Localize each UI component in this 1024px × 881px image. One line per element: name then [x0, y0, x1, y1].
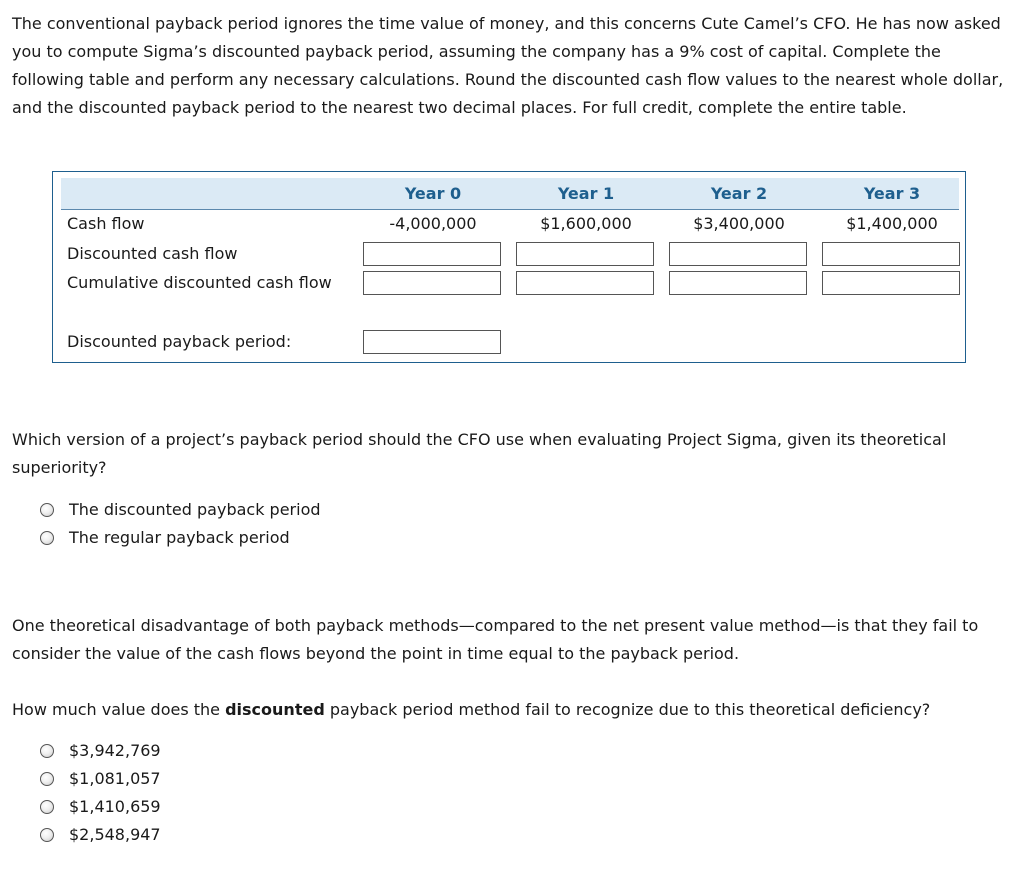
radio-button-icon[interactable] — [40, 531, 54, 545]
option-value-3[interactable] — [40, 793, 161, 821]
option-label: $1,410,659 — [69, 797, 161, 816]
cumulative-cash-flow-year-1-input[interactable] — [516, 271, 654, 295]
header-year-1: Year 1 — [557, 184, 615, 203]
payback-period-input[interactable] — [363, 330, 501, 354]
radio-button-icon[interactable] — [40, 503, 54, 517]
radio-button-icon[interactable] — [40, 800, 54, 814]
radio-button-icon[interactable] — [40, 772, 54, 786]
option-value-4[interactable] — [40, 821, 161, 849]
option-label: $1,081,057 — [69, 769, 161, 788]
discounted-payback-table — [52, 171, 966, 363]
cumulative-cash-flow-year-2-input[interactable] — [669, 271, 807, 295]
discounted-cash-flow-year-3-input[interactable] — [822, 242, 960, 266]
disadvantage-paragraph: One theoretical disadvantage of both payback methods—compared to the net present value method—is that they fail to consider the value of the cash flows beyond the point in time equal to the payback period. — [12, 616, 979, 663]
option-value-1[interactable] — [40, 737, 161, 765]
discounted-cash-flow-year-2-input[interactable] — [669, 242, 807, 266]
radio-button-icon[interactable] — [40, 828, 54, 842]
table-header-row — [61, 178, 959, 210]
payback-period-label: Discounted payback period: — [67, 332, 292, 351]
option-discounted-payback[interactable] — [40, 496, 321, 524]
header-year-3: Year 3 — [863, 184, 921, 203]
option-value-2[interactable] — [40, 765, 161, 793]
header-year-2: Year 2 — [710, 184, 768, 203]
discounted-cash-flow-year-0-input[interactable] — [363, 242, 501, 266]
option-regular-payback[interactable] — [40, 524, 321, 552]
payback-version-options — [40, 496, 321, 552]
cumulative-cash-flow-year-0-input[interactable] — [363, 271, 501, 295]
cumulative-cash-flow-year-3-input[interactable] — [822, 271, 960, 295]
option-label: $3,942,769 — [69, 741, 161, 760]
option-label: The regular payback period — [69, 528, 290, 547]
question-text-bold: discounted — [225, 700, 325, 719]
cash-flow-label: Cash flow — [67, 214, 145, 233]
question-payback-version: Which version of a project’s payback period should the CFO use when evaluating Project Sigma, given its theoretical superiority? — [12, 430, 947, 477]
cumulative-discounted-cash-flow-label: Cumulative discounted cash flow — [67, 273, 332, 292]
discounted-cash-flow-year-1-input[interactable] — [516, 242, 654, 266]
question-text-before: How much value does the — [12, 700, 226, 719]
intro-paragraph: The conventional payback period ignores the time value of money, and this concerns Cute Camel’s CFO. He has now asked you to compute Sigma’s discounted payback period, assuming the company has a 9% cost of capital. Complete the following table and perform any necessary calculations. Round the discounted cash flow values to the nearest whole dollar, and the discounted payback period to the nearest two decimal places. For full credit, complete the entire table. — [12, 14, 1004, 117]
cash-flow-year-1: $1,600,000 — [540, 214, 632, 233]
cash-flow-year-0: -4,000,000 — [389, 214, 477, 233]
cash-flow-year-2: $3,400,000 — [693, 214, 785, 233]
option-label: The discounted payback period — [69, 500, 321, 519]
cash-flow-year-3: $1,400,000 — [846, 214, 938, 233]
discounted-cash-flow-label: Discounted cash flow — [67, 244, 238, 263]
question-unrecognized-value — [12, 696, 1012, 724]
unrecognized-value-options — [40, 737, 161, 849]
header-year-0: Year 0 — [404, 184, 462, 203]
radio-button-icon[interactable] — [40, 744, 54, 758]
question-text-after: payback period method fail to recognize due to this theoretical deficiency? — [324, 700, 931, 719]
option-label: $2,548,947 — [69, 825, 161, 844]
